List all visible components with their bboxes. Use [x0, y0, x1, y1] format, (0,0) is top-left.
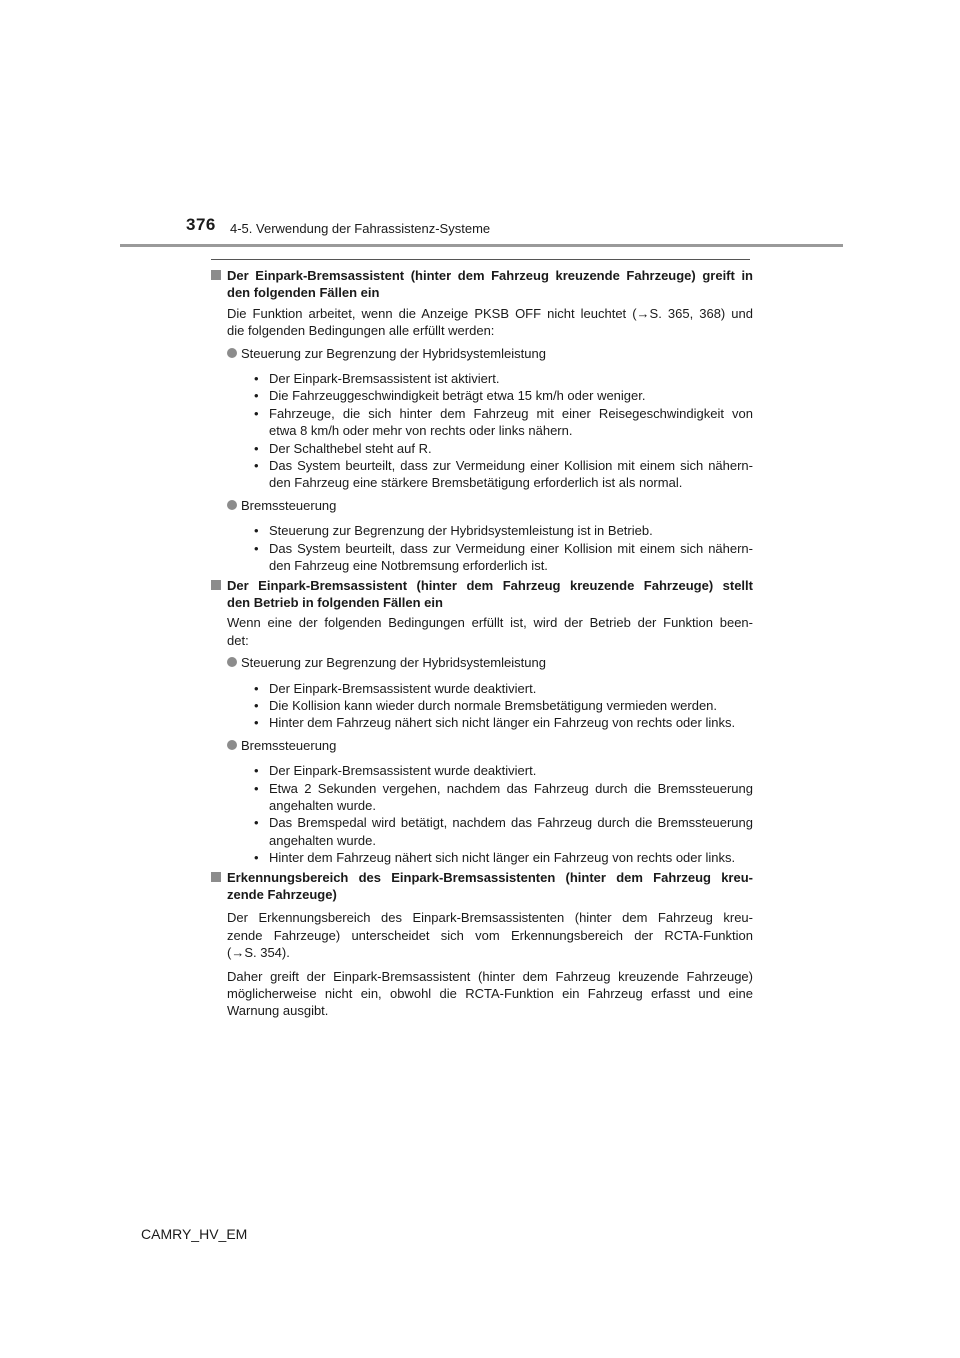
list-item-text: den Fahrzeug eine stärkere Bremsbetätigung erforderlich ist als normal. [269, 475, 683, 491]
list-item [254, 440, 753, 457]
list-item [254, 697, 753, 714]
bullet-list [227, 522, 753, 574]
intro-line: Die Funktion arbeitet, wenn die Anzeige PKSB OFF nicht leuchtet (→S. 365, 368) und [227, 305, 753, 321]
section-3 [211, 869, 753, 1020]
bullet-dot-icon: • [254, 780, 259, 796]
bullet-dot-icon: • [254, 523, 259, 539]
section-1 [211, 267, 753, 575]
list-item [254, 780, 753, 815]
main-content [211, 265, 753, 1020]
list-item [254, 522, 753, 539]
bullet-dot-icon: • [254, 697, 259, 713]
group-title: Bremssteuerung [241, 737, 337, 753]
section-heading-line: Der Einpark-Bremsassistent (hinter dem Fahrzeug kreuzende Fahrzeuge) greift in [227, 268, 753, 283]
list-item-text: Der Einpark-Bremsassistent wurde deaktiviert. [269, 763, 537, 779]
list-item-text: Hinter dem Fahrzeug nähert sich nicht länger ein Fahrzeug von rechts oder links. [269, 715, 736, 731]
bullet-list [227, 680, 753, 732]
list-item-text: angehalten wurde. [269, 832, 376, 848]
bullet-dot-icon: • [254, 405, 259, 421]
bullet-dot-icon: • [254, 371, 259, 387]
group-title-row [227, 654, 753, 671]
list-item-text: Steuerung zur Begrenzung der Hybridsystemleistung ist in Betrieb. [269, 523, 653, 539]
section-heading-line: Erkennungsbereich des Einpark-Bremsassistenten (hinter dem Fahrzeug kreu- [227, 869, 753, 885]
paragraph-line: möglicherweise nicht ein, obwohl die RCTA-Funktion ein Fahrzeug erfasst und eine [227, 986, 753, 1002]
list-item-text: Das Bremspedal wird betätigt, nachdem das Fahrzeug durch die Bremssteuerung [269, 815, 753, 831]
circle-bullet-icon [227, 657, 237, 667]
header-rule [120, 244, 843, 247]
bullet-dot-icon: • [254, 763, 259, 779]
square-bullet-icon [211, 872, 221, 882]
list-item [254, 849, 753, 866]
paragraph-line: Warnung ausgibt. [227, 1003, 329, 1019]
list-item-text: Hinter dem Fahrzeug nähert sich nicht länger ein Fahrzeug von rechts oder links. [269, 850, 736, 866]
intro-line: Wenn eine der folgenden Bedingungen erfüllt ist, wird der Betrieb der Funktion been- [227, 615, 753, 631]
bullet-dot-icon: • [254, 458, 259, 474]
group-title-row [227, 497, 753, 514]
list-item-text: etwa 8 km/h oder mehr von rechts oder links nähern. [269, 423, 573, 439]
bullet-dot-icon: • [254, 680, 259, 696]
list-item [254, 457, 753, 492]
section-heading-line: den folgenden Fällen ein [227, 285, 380, 301]
list-item-text: Das System beurteilt, dass zur Vermeidung einer Kollision mit einem sich nähern- [269, 458, 753, 474]
intro-paragraph [227, 305, 753, 340]
paragraph-line: (→S. 354). [227, 945, 290, 961]
section-heading [211, 267, 753, 302]
bullet-list [227, 762, 753, 866]
group-title: Steuerung zur Begrenzung der Hybridsystemleistung [241, 655, 546, 671]
content-rule [211, 259, 750, 260]
section-heading-line: zende Fahrzeuge) [227, 887, 337, 902]
section-heading [211, 577, 753, 612]
body-paragraph [227, 968, 753, 1020]
list-item [254, 370, 753, 387]
section-heading-line: den Betrieb in folgenden Fällen ein [227, 594, 443, 610]
bullet-dot-icon: • [254, 388, 259, 404]
circle-bullet-icon [227, 348, 237, 358]
list-item-text: Der Schalthebel steht auf R. [269, 440, 432, 456]
bullet-dot-icon: • [254, 540, 259, 556]
intro-paragraph [227, 614, 753, 649]
group-title-row [227, 737, 753, 754]
list-item [254, 387, 753, 404]
paragraph-line: zende Fahrzeuge) unterscheidet sich vom Erkennungsbereich der RCTA-Funktion [227, 927, 753, 943]
list-item [254, 405, 753, 440]
body-paragraph [227, 909, 753, 961]
intro-line: die folgenden Bedingungen alle erfüllt werden: [227, 323, 495, 339]
chapter-title: 4-5. Verwendung der Fahrassistenz-Systeme [230, 221, 491, 236]
group-title-row [227, 345, 753, 362]
section-2 [211, 577, 753, 867]
paragraph-line: Daher greift der Einpark-Bremsassistent (hinter dem Fahrzeug kreuzende Fahrzeuge) [227, 968, 753, 984]
section-heading [211, 869, 753, 904]
bullet-dot-icon: • [254, 815, 259, 831]
circle-bullet-icon [227, 740, 237, 750]
section-heading-line: Der Einpark-Bremsassistent (hinter dem Fahrzeug kreuzende Fahrzeuge) stellt [227, 577, 753, 593]
list-item-text: den Fahrzeug eine Notbremsung erforderlich ist. [269, 558, 548, 574]
list-item [254, 680, 753, 697]
list-item [254, 714, 753, 731]
list-item [254, 762, 753, 779]
list-item-text: Das System beurteilt, dass zur Vermeidung einer Kollision mit einem sich nähern- [269, 540, 753, 556]
list-item-text: Der Einpark-Bremsassistent ist aktiviert. [269, 371, 500, 387]
list-item-text: Fahrzeuge, die sich hinter dem Fahrzeug mit einer Reisegeschwindigkeit von [269, 405, 753, 421]
list-item-text: Die Kollision kann wieder durch normale Bremsbetätigung vermieden werden. [269, 697, 718, 713]
section-body [211, 305, 753, 575]
footer-model-code: CAMRY_HV_EM [141, 1226, 248, 1242]
list-item-text: Der Einpark-Bremsassistent wurde deaktiviert. [269, 680, 537, 696]
circle-bullet-icon [227, 500, 237, 510]
page-number: 376 [186, 215, 216, 234]
list-item-text: Etwa 2 Sekunden vergehen, nachdem das Fahrzeug durch die Bremssteuerung [269, 780, 753, 796]
bullet-list [227, 370, 753, 492]
bullet-dot-icon: • [254, 715, 259, 731]
paragraph-line: Der Erkennungsbereich des Einpark-Bremsassistenten (hinter dem Fahrzeug kreu- [227, 910, 753, 926]
bullet-dot-icon: • [254, 440, 259, 456]
intro-line: det: [227, 632, 249, 648]
list-item-text: angehalten wurde. [269, 797, 376, 813]
section-body [211, 909, 753, 1019]
list-item [254, 540, 753, 575]
group-title: Steuerung zur Begrenzung der Hybridsystemleistung [241, 345, 546, 361]
section-body [211, 614, 753, 866]
bullet-dot-icon: • [254, 850, 259, 866]
list-item-text: Die Fahrzeuggeschwindigkeit beträgt etwa 15 km/h oder weniger. [269, 388, 646, 404]
square-bullet-icon [211, 270, 221, 280]
square-bullet-icon [211, 580, 221, 590]
group-title: Bremssteuerung [241, 497, 337, 513]
list-item [254, 814, 753, 849]
